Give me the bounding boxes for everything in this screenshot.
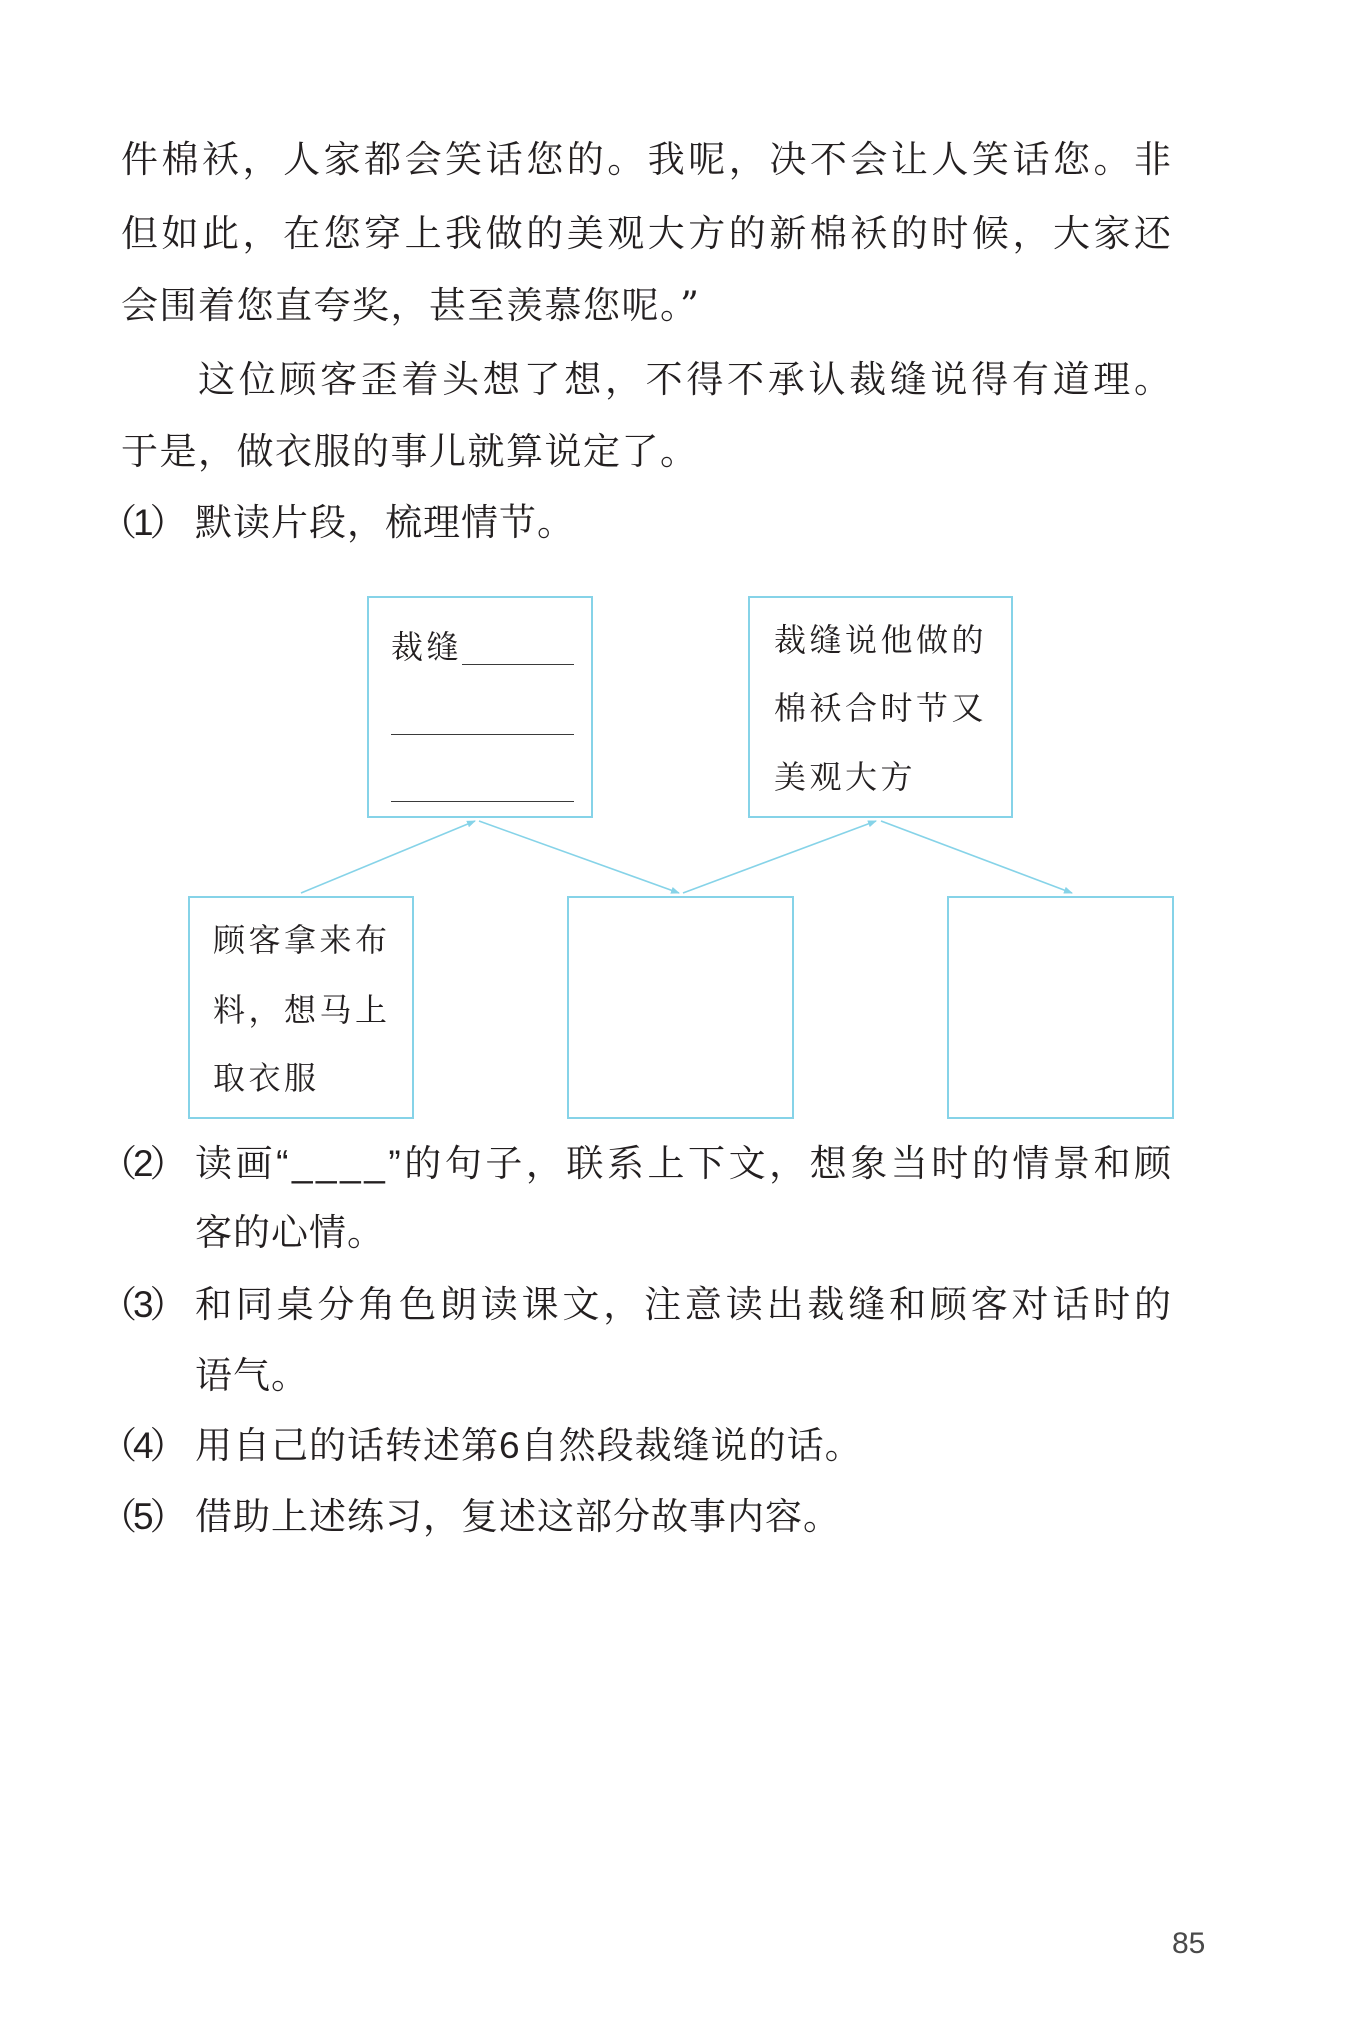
passage-line: 件棉袄，人家都会笑话您的。我呢，决不会让人笑话您。非 <box>121 138 1175 181</box>
question-text: 语气。 <box>195 1355 309 1396</box>
plot-box-tailor <box>367 596 593 818</box>
plot-box-empty-right <box>947 896 1174 1119</box>
question-text: 借助上述练习，复述这部分故事内容。 <box>195 1496 841 1537</box>
plot-box-empty-middle <box>567 896 794 1119</box>
plot-box-customer-arrives <box>188 896 414 1119</box>
plot-box-text: 裁缝说他做的 <box>774 621 988 659</box>
plot-box-text: 顾客拿来布 <box>213 921 391 959</box>
question-text: 客的心情。 <box>195 1212 385 1253</box>
question-number: （2） <box>100 1143 183 1184</box>
passage-line: 于是，做衣服的事儿就算说定了。 <box>121 430 699 473</box>
fill-in-blank <box>391 734 574 735</box>
passage-line: 会围着您直夸奖，甚至羡慕您呢。” <box>121 284 701 327</box>
plot-box-text: 棉袄合时节又 <box>774 689 988 727</box>
question-number: （1） <box>100 502 183 543</box>
arrow-customer-to-tailor <box>301 821 475 893</box>
plot-box-text: 裁缝 <box>391 628 463 666</box>
plot-box-tailor-explains <box>748 596 1013 818</box>
arrow-middle-to-tailor-explains <box>683 821 876 893</box>
question-text: 读画“____”的句子，联系上下文，想象当时的情景和顾 <box>195 1143 1175 1184</box>
question-number: （3） <box>100 1284 183 1325</box>
arrow-tailor-explains-to-right <box>881 821 1072 893</box>
passage-line: 这位顾客歪着头想了想，不得不承认裁缝说得有道理。 <box>198 358 1175 401</box>
page-number: 85 <box>1172 1927 1206 1960</box>
question-number: （5） <box>100 1496 183 1537</box>
question-text: 用自己的话转述第6自然段裁缝说的话。 <box>195 1425 863 1466</box>
question-text: 和同桌分角色朗读课文，注意读出裁缝和顾客对话时的 <box>195 1284 1175 1325</box>
question-number: （4） <box>100 1425 183 1466</box>
plot-box-text: 料，想马上 <box>213 991 391 1029</box>
passage-line: 但如此，在您穿上我做的美观大方的新棉袄的时候，大家还 <box>121 212 1175 255</box>
fill-in-blank <box>462 664 574 665</box>
plot-box-text: 取衣服 <box>213 1059 320 1097</box>
question-text: 默读片段，梳理情节。 <box>195 502 575 543</box>
plot-box-text: 美观大方 <box>774 758 917 796</box>
fill-in-blank <box>391 801 574 802</box>
arrow-tailor-to-middle <box>479 821 679 893</box>
